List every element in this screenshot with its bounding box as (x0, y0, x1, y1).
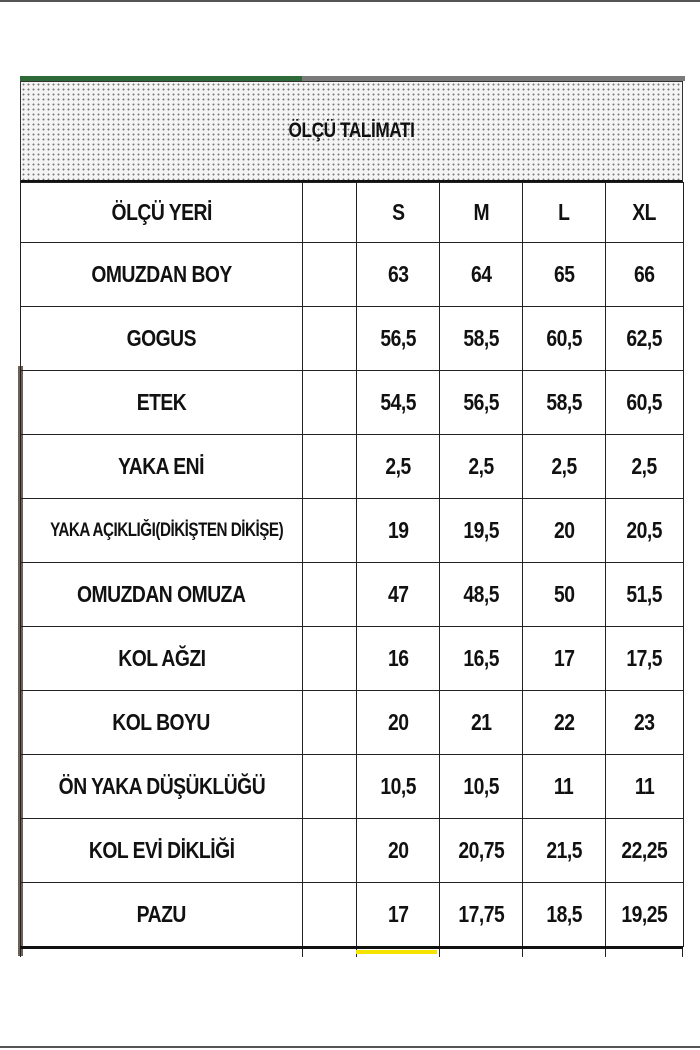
measurement-value: 2,5 (631, 453, 658, 479)
size-header-m (440, 183, 523, 243)
measurement-row (21, 499, 684, 563)
size-label: M (473, 199, 489, 225)
measurement-sheet (18, 76, 685, 958)
measurement-value: 58,5 (546, 389, 582, 415)
measurement-value: 16 (387, 645, 409, 671)
grid-stub (605, 949, 606, 957)
measurement-value: 20,5 (626, 517, 663, 543)
size-label: S (391, 199, 405, 225)
measurement-label-cell (21, 883, 303, 947)
measurement-value-cell (357, 819, 440, 883)
measurement-value: 17 (387, 901, 409, 927)
measurement-value: 10,5 (380, 773, 416, 799)
measurement-label: KOL BOYU (112, 709, 211, 735)
measurement-value: 2,5 (385, 453, 411, 479)
empty-cell (303, 563, 357, 627)
measurement-label-cell (21, 371, 303, 435)
page-top-rule (0, 0, 700, 2)
measurement-value: 19,25 (621, 901, 668, 927)
measurement-value-cell (440, 691, 523, 755)
measurement-value-cell (440, 371, 523, 435)
measurement-value-cell (523, 563, 606, 627)
measurement-value: 19 (387, 517, 409, 543)
measurement-label: GOGUS (126, 325, 197, 351)
measurement-value: 11 (554, 773, 574, 799)
measurement-value-cell (440, 307, 523, 371)
grid-stub (302, 949, 303, 957)
measurement-value: 2,5 (468, 453, 494, 479)
empty-cell (303, 627, 357, 691)
measurement-value-cell (440, 499, 523, 563)
measurement-row (21, 435, 684, 499)
measurement-value-cell (523, 627, 606, 691)
measurement-row (21, 371, 684, 435)
measurement-value-cell (523, 691, 606, 755)
title-box (20, 81, 683, 182)
size-label: L (558, 199, 570, 225)
measurement-value-cell (523, 371, 606, 435)
measurement-value: 22,25 (621, 837, 668, 863)
measurement-label-cell (21, 563, 303, 627)
measurement-value: 60,5 (626, 389, 663, 415)
measurement-value-cell (440, 755, 523, 819)
measurement-label-cell (21, 691, 303, 755)
header-label: ÖLÇÜ YERİ (111, 199, 212, 225)
measurement-value: 19,5 (463, 517, 499, 543)
measurement-value-cell (440, 243, 523, 307)
header-row (21, 183, 684, 243)
measurement-value-cell (523, 499, 606, 563)
measurement-value-cell (523, 755, 606, 819)
measurement-value: 65 (553, 261, 575, 287)
measurement-value: 21 (470, 709, 492, 735)
measurement-row (21, 307, 684, 371)
empty-cell (303, 499, 357, 563)
measurement-value: 58,5 (463, 325, 499, 351)
measurement-value: 21,5 (546, 837, 582, 863)
empty-cell (303, 183, 357, 243)
bottom-grid-stubs (20, 949, 683, 957)
measurement-label: YAKA ENİ (118, 453, 205, 479)
measurement-row (21, 563, 684, 627)
measurement-value: 2,5 (551, 453, 577, 479)
measurement-label: PAZU (136, 901, 187, 927)
empty-cell (303, 243, 357, 307)
measurement-value: 22 (553, 709, 575, 735)
measurement-value: 62,5 (626, 325, 663, 351)
page-bottom-rule (0, 1046, 700, 1048)
measurement-value-cell (606, 371, 684, 435)
measurement-value: 11 (634, 773, 655, 799)
empty-cell (303, 819, 357, 883)
measurement-row (21, 819, 684, 883)
measurement-label: KOL AĞZI (117, 645, 206, 671)
measurement-value: 51,5 (626, 581, 663, 607)
measurement-label-cell (21, 755, 303, 819)
measurement-value-cell (523, 819, 606, 883)
header-label-cell (21, 183, 303, 243)
measurement-value-cell (523, 243, 606, 307)
measurement-value-cell (606, 563, 684, 627)
empty-cell (303, 883, 357, 947)
measurement-value-cell (357, 307, 440, 371)
measurement-value-cell (606, 691, 684, 755)
measurement-value: 17,5 (626, 645, 663, 671)
measurement-value: 56,5 (380, 325, 416, 351)
measurement-value-cell (606, 755, 684, 819)
grid-stub (439, 949, 440, 957)
size-header-s (357, 183, 440, 243)
measurement-row (21, 755, 684, 819)
measurement-label: ÖN YAKA DÜŞÜKLÜĞÜ (58, 773, 265, 799)
empty-cell (303, 755, 357, 819)
size-label: XL (632, 199, 657, 225)
measurement-value: 64 (470, 261, 492, 287)
measurement-value-cell (606, 627, 684, 691)
size-header-l (523, 183, 606, 243)
empty-cell (303, 307, 357, 371)
measurement-label-cell (21, 435, 303, 499)
measurement-value-cell (606, 499, 684, 563)
measurement-label: KOL EVİ DİKLİĞİ (88, 837, 235, 863)
measurement-value-cell (440, 435, 523, 499)
selected-cell-marker (356, 950, 437, 954)
measurement-value-cell (357, 755, 440, 819)
measurement-label: OMUZDAN BOY (91, 261, 232, 287)
measurement-value-cell (523, 435, 606, 499)
measurement-value: 10,5 (463, 773, 499, 799)
measurement-label-cell (21, 307, 303, 371)
measurement-label: OMUZDAN OMUZA (77, 581, 246, 607)
empty-cell (303, 435, 357, 499)
measurement-value-cell (357, 499, 440, 563)
measurement-value-cell (440, 563, 523, 627)
measurement-row (21, 691, 684, 755)
measurement-value-cell (357, 563, 440, 627)
measurement-value: 20,75 (458, 837, 504, 863)
measurement-label-cell (21, 499, 303, 563)
measurement-label: ETEK (136, 389, 187, 415)
measurement-label: YAKA AÇIKLIĞI(DİKİŞTEN DİKİŞE) (50, 519, 284, 541)
size-header-xl (606, 183, 684, 243)
measurement-value: 20 (387, 709, 409, 735)
measurement-value: 17,75 (458, 901, 504, 927)
sheet-title: ÖLÇÜ TALİMATI (288, 119, 415, 142)
measurement-value-cell (357, 691, 440, 755)
measurement-label-cell (21, 243, 303, 307)
measurement-value-cell (357, 243, 440, 307)
measurement-value-cell (606, 819, 684, 883)
measurement-value: 20 (387, 837, 409, 863)
measurement-label-cell (21, 819, 303, 883)
empty-cell (303, 371, 357, 435)
measurement-value-cell (357, 435, 440, 499)
measurement-value: 50 (553, 581, 575, 607)
measurement-value: 18,5 (546, 901, 582, 927)
measurement-value: 17 (553, 645, 575, 671)
measurement-value-cell (357, 627, 440, 691)
measurement-value: 54,5 (380, 389, 416, 415)
measurement-row (21, 243, 684, 307)
measurement-value-cell (606, 435, 684, 499)
measurement-value: 16,5 (463, 645, 499, 671)
measurement-label-cell (21, 627, 303, 691)
measurement-value-cell (523, 307, 606, 371)
grid-stub (682, 949, 683, 957)
measurement-value: 56,5 (463, 389, 499, 415)
measurement-value: 66 (634, 261, 655, 287)
measurement-value-cell (523, 883, 606, 947)
measurement-value: 48,5 (463, 581, 499, 607)
measurement-value: 63 (387, 261, 409, 287)
measurement-value: 60,5 (546, 325, 582, 351)
measurement-value: 20 (553, 517, 575, 543)
measurement-value-cell (606, 243, 684, 307)
measurement-value-cell (357, 371, 440, 435)
empty-cell (303, 691, 357, 755)
measurement-row (21, 627, 684, 691)
measurement-value-cell (357, 883, 440, 947)
measurement-value-cell (606, 307, 684, 371)
measurement-row (21, 883, 684, 947)
grid-stub (20, 949, 21, 957)
measurement-value: 23 (634, 709, 655, 735)
grid-stub (522, 949, 523, 957)
size-table (20, 182, 684, 947)
measurement-value-cell (606, 883, 684, 947)
measurement-value-cell (440, 627, 523, 691)
measurement-value-cell (440, 819, 523, 883)
measurement-value: 47 (387, 581, 409, 607)
measurement-value-cell (440, 883, 523, 947)
